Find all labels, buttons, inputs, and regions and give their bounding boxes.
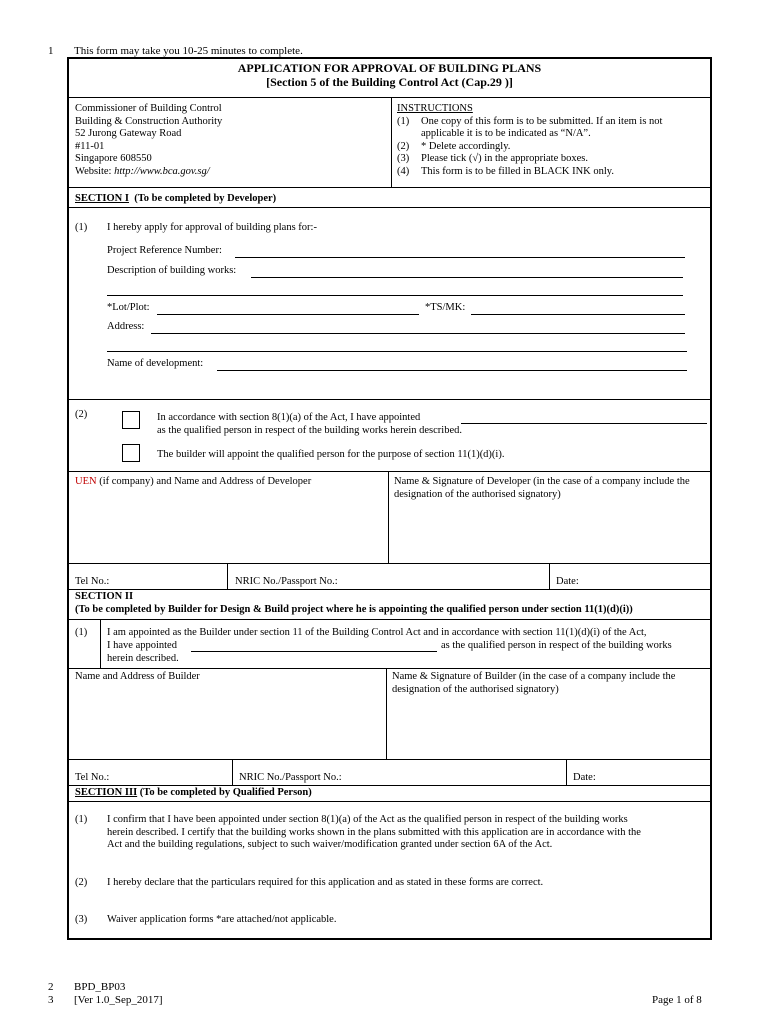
address-field-line-2[interactable] bbox=[107, 351, 687, 352]
instructions-heading: INSTRUCTIONS bbox=[397, 103, 473, 114]
instruction-number: (2) bbox=[397, 140, 410, 152]
divider bbox=[69, 207, 710, 208]
builder-tel-label: Tel No.: bbox=[75, 772, 110, 783]
lot-plot-field[interactable] bbox=[157, 314, 419, 315]
project-ref-field[interactable] bbox=[235, 257, 685, 258]
ts-mk-label: *TS/MK: bbox=[425, 302, 466, 313]
text-line: Act and the building regulations, subject to such waiver/modification granted under section 6A of the Act. bbox=[107, 839, 553, 850]
divider bbox=[69, 801, 710, 802]
builder-appoint-text: The builder will appoint the qualified person for the purpose of section 11(1)(d)(i). bbox=[157, 449, 505, 460]
section-1-title: SECTION I bbox=[75, 193, 129, 204]
instruction-text: This form is to be filled in BLACK INK only. bbox=[421, 165, 614, 177]
uen-label: UEN bbox=[75, 476, 97, 487]
instruction-text: One copy of this form is to be submitted. If an item is not bbox=[421, 115, 663, 127]
appoint-qp-text: In accordance with section 8(1)(a) of the Act, I have appointed bbox=[157, 412, 421, 423]
section-2-note: (To be completed by Builder for Design & Build project where he is appointing the qualified person under section 11(1)(d)(i)) bbox=[75, 604, 633, 615]
divider bbox=[69, 471, 710, 472]
instruction-number: (4) bbox=[397, 165, 410, 177]
developer-date-label: Date: bbox=[556, 576, 579, 587]
section-3-item-1-number: (1) bbox=[75, 814, 88, 825]
address-label: Address: bbox=[107, 321, 145, 332]
address-line: Building & Construction Authority bbox=[75, 115, 223, 127]
section-3-item-3-number: (3) bbox=[75, 914, 88, 925]
builder-signature-label: Name & Signature of Builder (in the case of a company include the designation of the authorised signatory) bbox=[392, 671, 676, 695]
development-label: Name of development: bbox=[107, 358, 204, 369]
address-line: 52 Jurong Gateway Road bbox=[75, 128, 182, 139]
section-2-text-line-2b: as the qualified person in respect of the building works bbox=[441, 640, 672, 651]
line-number-1: 1 bbox=[48, 45, 54, 57]
section-3-item-1-text bbox=[107, 814, 707, 852]
divider bbox=[69, 97, 710, 98]
project-ref-label: Project Reference Number: bbox=[107, 245, 222, 256]
section-3-note: (To be completed by Qualified Person) bbox=[139, 787, 312, 798]
builder-qp-field[interactable] bbox=[191, 651, 437, 652]
line-number-2: 2 bbox=[48, 981, 54, 993]
section-1-item-1-text: I hereby apply for approval of building plans for:- bbox=[107, 222, 317, 233]
section-2-text-line-1: I am appointed as the Builder under section 11 of the Building Control Act and in accordance with section 11(1)(d)(i) of the Act, bbox=[107, 627, 647, 638]
builder-info-label: Name and Address of Builder bbox=[75, 671, 200, 682]
ts-mk-field[interactable] bbox=[471, 314, 685, 315]
text-line: I confirm that I have been appointed under section 8(1)(a) of the Act as the qualified person in respect of the building works bbox=[107, 814, 628, 825]
development-name-field[interactable] bbox=[217, 370, 687, 371]
builder-nric-label: NRIC No./Passport No.: bbox=[239, 772, 342, 783]
instructions-block bbox=[397, 103, 709, 178]
divider bbox=[227, 563, 228, 589]
instruction-text: * Delete accordingly. bbox=[421, 140, 511, 152]
address-field[interactable] bbox=[151, 333, 685, 334]
appoint-qp-checkbox[interactable] bbox=[122, 411, 140, 429]
lot-plot-label: *Lot/Plot: bbox=[107, 302, 150, 313]
instruction-text: Please tick (√) in the appropriate boxes. bbox=[421, 153, 589, 164]
section-3-item-2-text: I hereby declare that the particulars required for this application and as stated in these forms are correct. bbox=[107, 877, 544, 888]
divider bbox=[100, 619, 101, 668]
completion-time-note: This form may take you 10-25 minutes to complete. bbox=[74, 45, 303, 57]
divider bbox=[69, 759, 710, 760]
divider bbox=[386, 668, 387, 759]
appoint-qp-text-2: as the qualified person in respect of the building works herein described. bbox=[157, 425, 462, 436]
form-title: APPLICATION FOR APPROVAL OF BUILDING PLANS bbox=[237, 61, 542, 75]
section-3-heading bbox=[75, 787, 312, 798]
address-line: #11-01 bbox=[75, 140, 105, 152]
developer-info-text: (if company) and Name and Address of Developer bbox=[96, 476, 312, 487]
divider bbox=[69, 187, 710, 188]
qualified-person-field[interactable] bbox=[461, 423, 707, 424]
section-2-text-line-2a: I have appointed bbox=[107, 640, 177, 651]
description-field[interactable] bbox=[251, 277, 683, 278]
divider bbox=[69, 563, 710, 564]
divider bbox=[388, 471, 389, 563]
developer-tel-label: Tel No.: bbox=[75, 576, 110, 587]
divider bbox=[69, 399, 710, 400]
text-line: herein described. I certify that the building works shown in the plans submitted with this application are in accordance with the bbox=[107, 826, 641, 838]
divider bbox=[69, 589, 710, 590]
instruction-number bbox=[397, 128, 421, 141]
instruction-text: applicable it is to be indicated as “N/A”. bbox=[421, 128, 591, 139]
divider bbox=[69, 668, 710, 669]
line-number-3: 3 bbox=[48, 994, 54, 1006]
website-label: Website: bbox=[75, 165, 115, 177]
section-2-heading: SECTION II bbox=[75, 591, 134, 602]
section-1-item-2-number: (2) bbox=[75, 409, 88, 420]
section-3-item-2-number: (2) bbox=[75, 877, 88, 888]
divider bbox=[69, 619, 710, 620]
application-form bbox=[67, 57, 712, 940]
developer-info-label bbox=[75, 476, 311, 489]
section-2-text-line-3: herein described. bbox=[107, 653, 179, 664]
builder-date-label: Date: bbox=[573, 772, 596, 783]
form-subtitle: [Section 5 of the Building Control Act (Cap.29 )] bbox=[266, 75, 513, 89]
section-1-heading bbox=[75, 193, 276, 204]
page-number: Page 1 of 8 bbox=[652, 994, 702, 1006]
developer-signature-label: Name & Signature of Developer (in the case of a company include the designation of the authorised signatory) bbox=[394, 476, 690, 500]
divider bbox=[549, 563, 550, 589]
divider bbox=[566, 759, 567, 785]
form-version: [Ver 1.0_Sep_2017] bbox=[74, 994, 163, 1006]
divider bbox=[69, 785, 710, 786]
instruction-number: (1) bbox=[397, 115, 410, 127]
address-line: Singapore 608550 bbox=[75, 153, 152, 164]
website-link[interactable]: http://www.bca.gov.sg/ bbox=[114, 165, 210, 177]
section-1-item-1-number: (1) bbox=[75, 222, 88, 233]
builder-appoint-checkbox[interactable] bbox=[122, 444, 140, 462]
section-3-item-3-text: Waiver application forms *are attached/not applicable. bbox=[107, 914, 337, 925]
address-line: Commissioner of Building Control bbox=[75, 103, 222, 114]
section-2-item-number: (1) bbox=[75, 627, 88, 638]
section-3-title: SECTION III bbox=[75, 787, 138, 798]
authority-address bbox=[75, 103, 222, 178]
divider bbox=[232, 759, 233, 785]
form-code: BPD_BP03 bbox=[74, 981, 126, 993]
description-label: Description of building works: bbox=[107, 265, 237, 276]
divider bbox=[391, 97, 392, 187]
description-field-line-2[interactable] bbox=[107, 295, 683, 296]
instruction-number: (3) bbox=[397, 153, 410, 164]
section-1-note: (To be completed by Developer) bbox=[134, 193, 277, 204]
developer-nric-label: NRIC No./Passport No.: bbox=[235, 576, 338, 587]
